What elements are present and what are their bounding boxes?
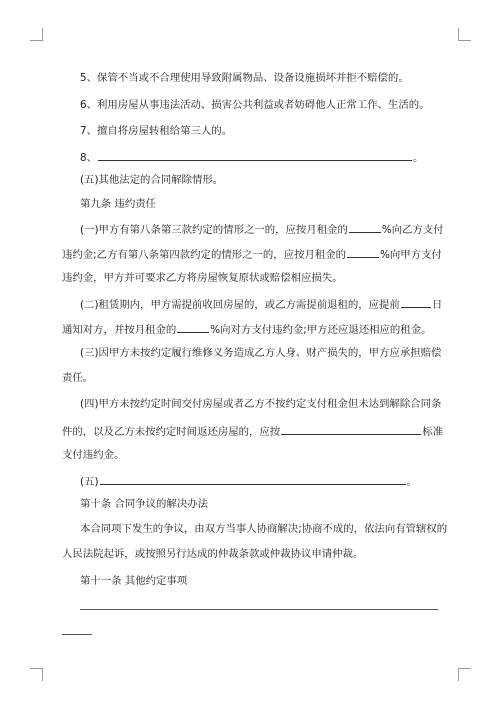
article-9-para-4-line-2 <box>62 424 443 439</box>
crop-mark-bottom-right <box>458 668 471 681</box>
blank-percent-1 <box>349 222 381 233</box>
blank-percent-2 <box>347 247 379 258</box>
article-9-para-3-line-1: (三)因甲方未按约定履行维修义务造成乙方人身、财产损失的，甲方应承担赔偿 <box>80 347 442 359</box>
text-segment: 。 <box>406 476 417 488</box>
blank-percent-3 <box>177 322 209 333</box>
article-10-line-1: 本合同项下发生的争议，由双方当事人协商解决;协商不成的，依法向有管辖权的 <box>80 523 448 535</box>
crop-mark-top-right <box>458 28 471 41</box>
text-segment: %向甲方支付 <box>380 249 442 261</box>
article-9-para-4-line-1: (四)甲方未按约定时间交付房屋或者乙方不按约定支付租金但未达到解除合同条 <box>80 398 442 410</box>
article-9-para-1-line-2 <box>62 247 442 262</box>
crop-mark-bottom-left <box>30 668 43 681</box>
item-8-suffix: 。 <box>413 152 424 164</box>
article-10-line-2: 人民法院起诉，或按照另行达成的仲裁条款或仲裁协议申请仲裁。 <box>62 548 364 560</box>
short-blank-line <box>62 634 92 635</box>
text-segment: 日 <box>431 299 443 311</box>
blank-clause-5 <box>100 474 406 485</box>
text-segment: %向对方支付违约金;甲方还应退还相应的租金。 <box>210 324 432 336</box>
article-9-para-4-line-3: 支付违约金。 <box>62 449 125 461</box>
item-8 <box>80 150 442 165</box>
text-segment: (五) <box>80 476 99 488</box>
article-9-title: 第九条 违约责任 <box>80 198 157 210</box>
text-segment: (二)租赁期内，甲方需提前收回房屋的，或乙方需提前退租的，应提前 <box>80 299 400 311</box>
article-9-para-1-line-3: 违约金，甲方并可要求乙方将房屋恢复原状或赔偿相应损失。 <box>62 272 343 284</box>
article-9-para-1-line-1 <box>80 222 442 237</box>
text-segment: 件的，以及乙方未按约定时间返还房屋的，应按 <box>62 426 281 438</box>
text-segment: (一)甲方有第八条第三款约定的情形之一的，应按月租金的 <box>80 224 348 236</box>
article-9-para-2-line-2 <box>62 322 432 337</box>
item-7: 7、擅自将房屋转租给第三人的。 <box>80 125 233 137</box>
item-5: 5、保管不当或不合理使用导致附属物品、设备设施损坏并拒不赔偿的。 <box>80 72 409 84</box>
other-terms-blank-line <box>80 609 438 610</box>
text-segment: 违约金;乙方有第八条第四款约定的情形之一的，应按月租金的 <box>62 249 347 261</box>
clause-5-other-termination: (五)其他法定的合同解除情形。 <box>80 174 224 186</box>
text-segment: 通知对方，并按月租金的 <box>62 324 177 336</box>
text-segment: %向乙方支付 <box>381 224 444 236</box>
article-11-title: 第十一条 其他约定事项 <box>80 575 188 587</box>
article-9-para-2-line-1 <box>80 297 442 312</box>
text-segment: 标准 <box>422 426 443 438</box>
article-10-title: 第十条 合同争议的解决办法 <box>80 498 208 510</box>
blank-standard <box>281 424 421 435</box>
article-9-para-5 <box>80 474 442 489</box>
item-8-prefix: 8、 <box>80 152 98 164</box>
article-9-para-3-line-2: 责任。 <box>62 372 94 384</box>
item-6: 6、利用房屋从事违法活动、损害公共利益或者妨碍他人正常工作、生活的。 <box>80 99 430 111</box>
crop-mark-top-left <box>30 28 43 41</box>
blank-days <box>401 297 431 308</box>
item-8-blank <box>98 150 412 161</box>
